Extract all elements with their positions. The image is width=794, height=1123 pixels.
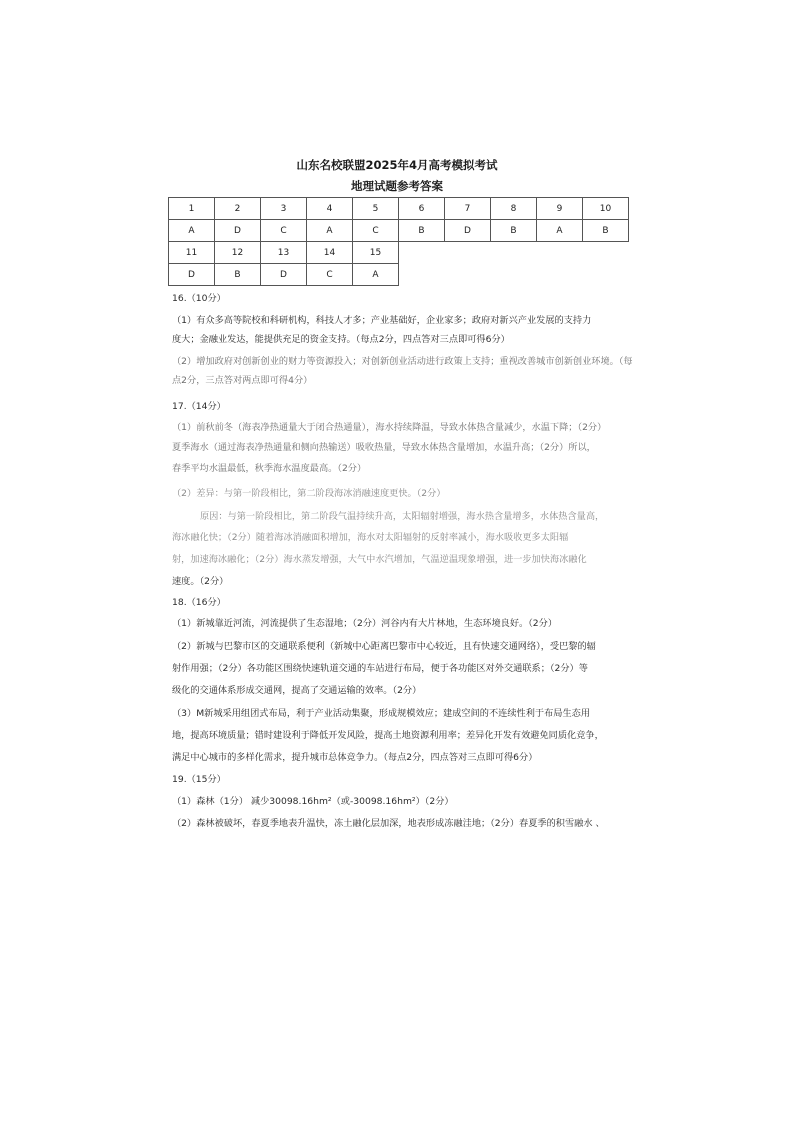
answer-cell: A [307,220,353,242]
question-number-cell: 3 [261,198,307,220]
answer-cell: B [491,220,537,242]
question-number-cell: 7 [445,198,491,220]
answer-cell: D [215,220,261,242]
answer-cell: C [353,220,399,242]
answer-cell: D [445,220,491,242]
q19-answer-1-line: （1）森林（1分） 减少30098.16hm²（或-30098.16hm²）（2分） [172,796,454,807]
exam-subtitle: 地理试题参考答案 [351,179,443,193]
question-number-cell: 12 [215,242,261,264]
q18-answer-3-line: 满足中心城市的多样化需求，提升城市总体竞争力。（每点2分，四点答对三点即可得6分） [172,752,538,763]
q17-answer-2-line: 射，加速海冰融化；（2分）海水蒸发增强，大气中水汽增加，气温逆温现象增强，进一步加快海冰融化 [172,554,587,565]
question-19-heading: 19.（15分） [172,774,226,785]
question-16-heading: 16.（10分） [172,293,226,304]
q18-answer-3-line: （3）M新城采用组团式布局，利于产业活动集聚，形成规模效应；建成空间的不连续性利于布局生态用 [172,708,591,719]
question-number-cell: 15 [353,242,399,264]
q16-answer-1-line: （1）有众多高等院校和科研机构，科技人才多；产业基础好，企业家多；政府对新兴产业发展的支持力 [172,315,592,326]
question-number-cell: 2 [215,198,261,220]
answer-cell: D [169,264,215,286]
q18-answer-3-line: 地，提高环境质量；错时建设利于降低开发风险，提高土地资源利用率；差异化开发有效避免同质化竞争， [172,730,604,741]
q17-answer-1-line: （1）前秋前冬（海表净热通量大于闭合热通量），海水持续降温，导致水体热含量减少，水温下降；（2分） [172,422,607,433]
q17-answer-1-line: 春季平均水温最低，秋季海水温度最高。（2分） [172,463,367,474]
q17-answer-1-line: 夏季海水（通过海表净热通量和侧向热输送）吸收热量，导致水体热含量增加，水温升高；（2分）所以， [172,442,596,453]
answer-cell: A [537,220,583,242]
question-number-cell: 11 [169,242,215,264]
answer-cell: D [261,264,307,286]
question-number-cell: 5 [353,198,399,220]
q17-answer-2-line: （2）差异：与第一阶段相比，第二阶段海冰消融速度更快。（2分） [172,488,446,499]
q18-answer-2-line: 级化的交通体系形成交通网，提高了交通运输的效率。（2分） [172,685,422,696]
q16-answer-2-line: （2）增加政府对创新创业的财力等资源投入；对创新创业活动进行政策上支持；重视改善城市创新创业环境。（每 [172,356,633,367]
q17-answer-2-line: 海冰融化快；（2分）随着海冰消融面积增加，海水对太阳辐射的反射率减小，海水吸收更多太阳辐 [172,532,569,543]
answer-cell: A [169,220,215,242]
question-number-cell: 1 [169,198,215,220]
answer-table-row [169,198,629,220]
q17-answer-2-line: 原因：与第一阶段相比，第二阶段气温持续升高，太阳辐射增强，海水热含量增多，水体热含量高， [200,511,605,522]
question-number-cell: 13 [261,242,307,264]
question-number-cell: 9 [537,198,583,220]
question-number-cell: 4 [307,198,353,220]
q17-answer-2-line: 速度。（2分） [172,576,229,587]
answer-cell: B [399,220,445,242]
q16-answer-1-line: 度大；金融业发达，能提供充足的资金支持。（每点2分，四点答对三点即可得6分） [172,334,510,345]
question-number-cell: 6 [399,198,445,220]
q18-answer-2-line: （2）新城与巴黎市区的交通联系便利（新城中心距离巴黎市中心较近，且有快速交通网络），受巴黎的辐 [172,641,596,652]
answer-table [168,197,629,286]
question-17-heading: 17.（14分） [172,401,226,412]
question-number-cell: 8 [491,198,537,220]
answer-cell: C [307,264,353,286]
answer-cell: C [261,220,307,242]
q18-answer-1-line: （1）新城靠近河流，河流提供了生态湿地；（2分）河谷内有大片林地，生态环境良好。（2分） [172,618,558,629]
question-number-cell: 14 [307,242,353,264]
answer-table-row [169,264,629,286]
q19-answer-2-line: （2）森林被破坏，春夏季地表升温快，冻土融化层加深，地表形成冻融洼地；（2分）春夏季的积雪融水 、 [172,818,605,829]
answer-table-row [169,242,629,264]
question-number-cell: 10 [583,198,629,220]
answer-cell: A [353,264,399,286]
answer-cell: B [215,264,261,286]
q18-answer-2-line: 射作用强；（2分）各功能区围绕快速轨道交通的车站进行布局，便于各功能区对外交通联系；（2分）等 [172,663,588,674]
answer-cell: B [583,220,629,242]
question-18-heading: 18.（16分） [172,597,226,608]
q16-answer-2-line: 点2分，三点答对两点即可得4分） [172,375,313,386]
exam-title: 山东名校联盟2025年4月高考模拟考试 [296,158,498,172]
answer-table-row [169,220,629,242]
